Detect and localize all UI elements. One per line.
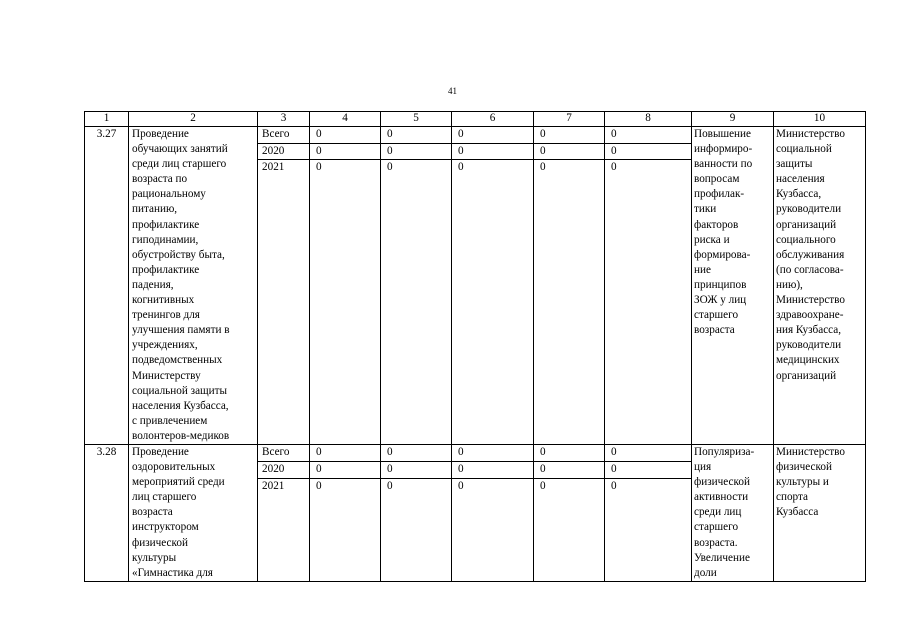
activity-name-line: профилактике bbox=[132, 218, 200, 231]
year-label: Всего bbox=[258, 127, 310, 144]
responsible-executor-line: здравоохране- bbox=[776, 309, 844, 322]
responsible-executor-line: организаций bbox=[776, 369, 837, 382]
funding-value: 0 bbox=[381, 127, 452, 144]
expected-result-line: профилак- bbox=[694, 188, 745, 201]
expected-result-line: факторов bbox=[694, 218, 739, 231]
funding-value: 0 bbox=[534, 160, 605, 445]
funding-value: 0 bbox=[310, 143, 381, 160]
item-number: 3.27 bbox=[85, 127, 129, 445]
activity-name-line: подведомственных bbox=[132, 354, 223, 367]
funding-value: 0 bbox=[310, 160, 381, 445]
expected-result-line: возраста. bbox=[694, 536, 738, 549]
responsible-executor-line: руководители bbox=[776, 339, 842, 352]
activity-name-line: социальной защиты bbox=[132, 384, 228, 397]
activity-name bbox=[129, 444, 258, 581]
funding-value: 0 bbox=[381, 462, 452, 479]
funding-value: 0 bbox=[310, 127, 381, 144]
responsible-executor-line: физической bbox=[776, 461, 832, 474]
responsible-executor-line: обслуживания bbox=[776, 248, 845, 261]
funding-value: 0 bbox=[381, 160, 452, 445]
activity-name-line: мероприятий среди bbox=[132, 476, 225, 489]
year-label: 2020 bbox=[258, 143, 310, 160]
funding-value: 0 bbox=[534, 462, 605, 479]
responsible-executor-line: организаций bbox=[776, 218, 837, 231]
responsible-executor-line: спорта bbox=[776, 491, 808, 504]
column-header: 5 bbox=[381, 112, 452, 127]
activity-name-line: питанию, bbox=[132, 203, 178, 216]
funding-value: 0 bbox=[310, 462, 381, 479]
expected-result-line: среди лиц bbox=[694, 506, 742, 519]
funding-value: 0 bbox=[381, 479, 452, 582]
column-header: 3 bbox=[258, 112, 310, 127]
responsible-executor-line: защиты bbox=[776, 158, 813, 171]
column-header: 4 bbox=[310, 112, 381, 127]
expected-result-line: возраста bbox=[694, 324, 735, 337]
activity-name-line: возраста bbox=[132, 506, 173, 519]
column-header: 9 bbox=[692, 112, 774, 127]
activity-name-line: инструктором bbox=[132, 521, 199, 534]
activity-name-line: гиподинамии, bbox=[132, 233, 199, 246]
expected-result-line: принципов bbox=[694, 278, 747, 291]
funding-value: 0 bbox=[605, 127, 692, 144]
responsible-executor-line: Кузбасса bbox=[776, 506, 819, 519]
column-header: 7 bbox=[534, 112, 605, 127]
column-header: 1 bbox=[85, 112, 129, 127]
funding-value: 0 bbox=[452, 479, 534, 582]
funding-value: 0 bbox=[534, 127, 605, 144]
funding-value: 0 bbox=[534, 444, 605, 461]
responsible-executor-line: культуры и bbox=[776, 476, 829, 489]
year-label: 2020 bbox=[258, 462, 310, 479]
activity-name-line: «Гимнастика для bbox=[132, 566, 213, 579]
responsible-executor-line: Министерство bbox=[776, 294, 845, 307]
activity-name-line: Проведение bbox=[132, 128, 189, 140]
activity-name-line: падения, bbox=[132, 278, 174, 291]
expected-result bbox=[692, 127, 774, 445]
responsible-executor-line: ния Кузбасса, bbox=[776, 324, 842, 337]
activity-name-line: рациональному bbox=[132, 188, 206, 201]
activity-name-line: лиц старшего bbox=[132, 491, 197, 504]
activity-name-line: Проведение bbox=[132, 445, 189, 458]
year-label: 2021 bbox=[258, 479, 310, 582]
activity-name-line: Министерству bbox=[132, 369, 201, 382]
activity-name-line: учреждениях, bbox=[132, 339, 198, 352]
activity-name-line: физической bbox=[132, 536, 188, 549]
responsible-executors bbox=[774, 444, 866, 581]
responsible-executor-line: Кузбасса, bbox=[776, 188, 822, 201]
activity-name-line: обучающих занятий bbox=[132, 143, 228, 156]
responsible-executor-line: нию), bbox=[776, 278, 803, 291]
expected-result-line: физической bbox=[694, 476, 750, 489]
responsible-executor-line: медицинских bbox=[776, 354, 840, 367]
funding-value: 0 bbox=[310, 444, 381, 461]
expected-result-line: риска и bbox=[694, 233, 730, 246]
activity-name-line: тренингов для bbox=[132, 309, 200, 322]
funding-value: 0 bbox=[381, 444, 452, 461]
year-label: Всего bbox=[258, 444, 310, 461]
funding-value: 0 bbox=[605, 444, 692, 461]
funding-value: 0 bbox=[310, 479, 381, 582]
expected-result-line: ванности по bbox=[694, 158, 753, 171]
responsible-executor-line: (по согласова- bbox=[776, 263, 844, 276]
activity-name-line: населения Кузбасса, bbox=[132, 399, 229, 412]
expected-result-line: ЗОЖ у лиц bbox=[694, 294, 747, 307]
activities-table bbox=[84, 111, 866, 582]
funding-value: 0 bbox=[452, 462, 534, 479]
responsible-executor-line: руководители bbox=[776, 203, 842, 216]
table-row bbox=[85, 444, 866, 461]
funding-value: 0 bbox=[452, 160, 534, 445]
responsible-executor-line: социальной bbox=[776, 143, 832, 156]
funding-value: 0 bbox=[534, 479, 605, 582]
expected-result-line: формирова- bbox=[694, 248, 751, 261]
expected-result-line: информиро- bbox=[694, 143, 753, 156]
activity-name-line: волонтеров-медиков bbox=[132, 429, 230, 442]
responsible-executors bbox=[774, 127, 866, 445]
expected-result-line: доли bbox=[694, 566, 717, 579]
activity-name-line: культуры bbox=[132, 551, 177, 564]
funding-value: 0 bbox=[605, 160, 692, 445]
activity-name-line: среди лиц старшего bbox=[132, 158, 227, 171]
year-label: 2021 bbox=[258, 160, 310, 445]
responsible-executor-line: социального bbox=[776, 233, 836, 246]
expected-result-line: старшего bbox=[694, 521, 739, 534]
column-header: 10 bbox=[774, 112, 866, 127]
column-header: 6 bbox=[452, 112, 534, 127]
funding-value: 0 bbox=[452, 444, 534, 461]
activity-name-line: возраста по bbox=[132, 173, 188, 186]
activity-name-line: оздоровительных bbox=[132, 461, 216, 474]
expected-result-line: активности bbox=[694, 491, 749, 504]
funding-value: 0 bbox=[452, 143, 534, 160]
expected-result-line: Увеличение bbox=[694, 551, 750, 564]
expected-result-line: ние bbox=[694, 263, 711, 276]
column-header: 8 bbox=[605, 112, 692, 127]
expected-result-line: тики bbox=[694, 203, 717, 216]
activity-name-line: обустройству быта, bbox=[132, 248, 225, 261]
item-number: 3.28 bbox=[85, 444, 129, 581]
expected-result-line: Повышение bbox=[694, 128, 751, 140]
funding-value: 0 bbox=[381, 143, 452, 160]
funding-value: 0 bbox=[605, 479, 692, 582]
expected-result-line: старшего bbox=[694, 309, 739, 322]
page-number: 41 bbox=[448, 86, 457, 96]
column-number-row bbox=[85, 112, 866, 127]
activity-name bbox=[129, 127, 258, 445]
expected-result-line: Популяриза- bbox=[694, 445, 755, 458]
responsible-executor-line: Министерство bbox=[776, 128, 845, 140]
responsible-executor-line: Министерство bbox=[776, 445, 845, 458]
activity-name-line: улучшения памяти в bbox=[132, 324, 230, 337]
expected-result bbox=[692, 444, 774, 581]
activity-name-line: когнитивных bbox=[132, 294, 195, 307]
responsible-executor-line: населения bbox=[776, 173, 825, 186]
activity-name-line: профилактике bbox=[132, 263, 200, 276]
expected-result-line: вопросам bbox=[694, 173, 740, 186]
column-header: 2 bbox=[129, 112, 258, 127]
table-row bbox=[85, 127, 866, 144]
funding-value: 0 bbox=[605, 143, 692, 160]
funding-value: 0 bbox=[534, 143, 605, 160]
expected-result-line: ция bbox=[694, 461, 712, 474]
funding-value: 0 bbox=[452, 127, 534, 144]
funding-value: 0 bbox=[605, 462, 692, 479]
activity-name-line: с привлечением bbox=[132, 414, 208, 427]
